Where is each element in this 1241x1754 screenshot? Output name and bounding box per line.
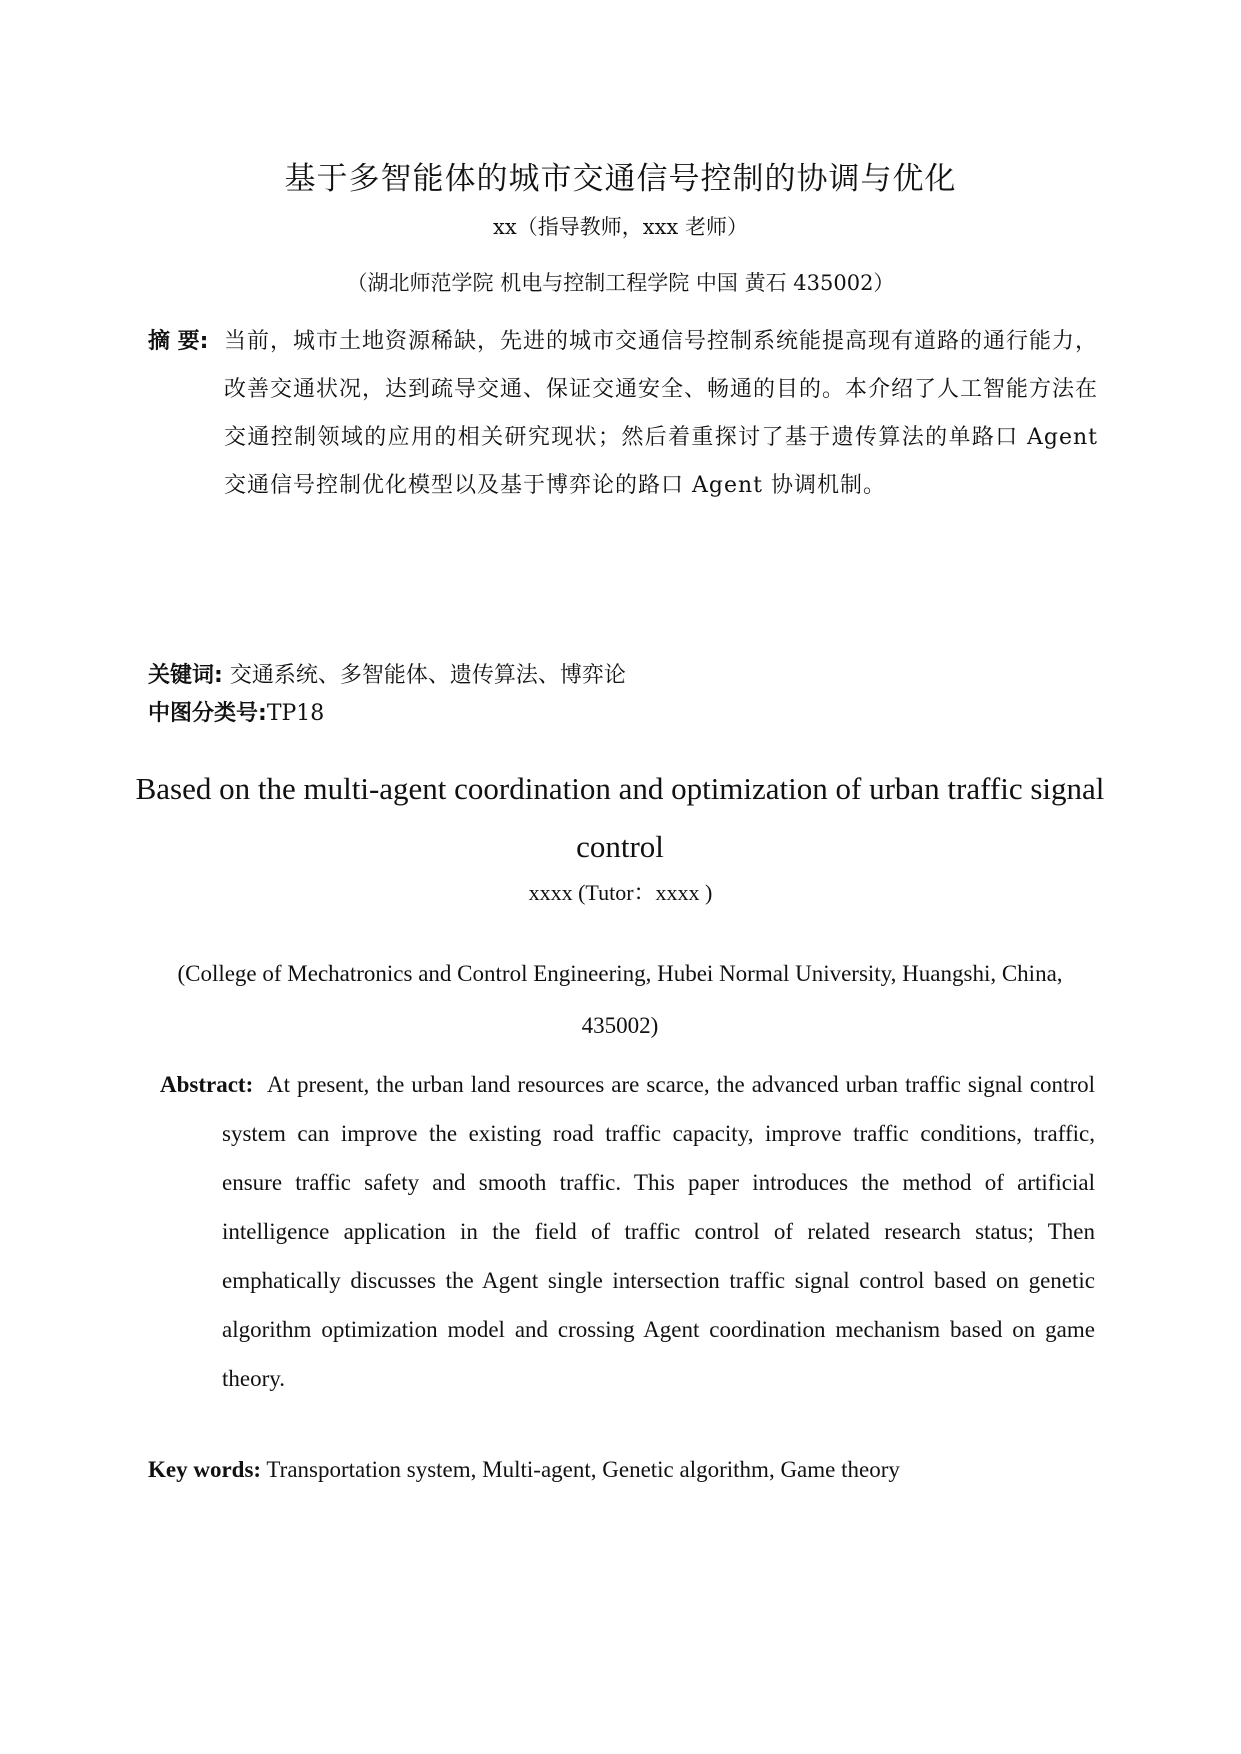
english-affiliation: (College of Mechatronics and Control Engineering, Hubei Normal University, Huangshi, China, 435002) [177, 961, 1063, 1038]
chinese-affiliation: （湖北师范学院 机电与控制工程学院 中国 黄石 435002） [346, 271, 895, 295]
english-abstract [160, 1060, 1095, 1403]
classification-value: TP18 [266, 701, 325, 726]
english-title: Based on the multi-agent coordination and optimization of urban traffic signal control [135, 771, 1105, 864]
chinese-abstract [148, 318, 1098, 510]
english-keywords-label: Key words: [148, 1457, 262, 1482]
chinese-abstract-label: 摘 要: [148, 329, 209, 354]
chinese-keywords [148, 660, 626, 692]
classification-number [148, 698, 324, 730]
chinese-keywords-text: 交通系统、多智能体、遗传算法、博弈论 [229, 663, 626, 688]
english-abstract-label: Abstract: [160, 1072, 254, 1097]
chinese-keywords-label: 关键词: [148, 663, 223, 688]
chinese-author: xx（指导教师，xxx 老师） [493, 215, 748, 239]
english-abstract-body: At present, the urban land resources are scarce, the advanced urban traffic signal control system can improve the existing road traffic capacity, improve traffic conditions, traffic, ensure traffic safety and smooth traffic. This paper introduces the method of artificial intelligence application in the field of traffic control of related research status; Then emphatically discusses the Agent single intersection traffic signal control based on genetic algorithm optimization model and crossing Agent coordination mechanism based on game theory. [222, 1072, 1095, 1391]
classification-label: 中图分类号: [148, 701, 267, 726]
english-author: xxxx (Tutor：xxxx ) [528, 880, 713, 905]
english-keywords [148, 1455, 900, 1485]
chinese-abstract-text: 当前，城市土地资源稀缺，先进的城市交通信号控制系统能提高现有道路的通行能力，改善交通状况，达到疏导交通、保证交通安全、畅通的目的。本介绍了人工智能方法在交通控制领域的应用的相关研究现状；然后着重探讨了基于遗传算法的单路口 Agent 交通信号控制优化模型以及基于博弈论的路口 Agent 协调机制。 [224, 329, 1099, 498]
english-keywords-text: Transportation system, Multi-agent, Genetic algorithm, Game theory [266, 1457, 900, 1482]
english-abstract-text [222, 1060, 1095, 1403]
chinese-title: 基于多智能体的城市交通信号控制的协调与优化 [284, 161, 957, 197]
